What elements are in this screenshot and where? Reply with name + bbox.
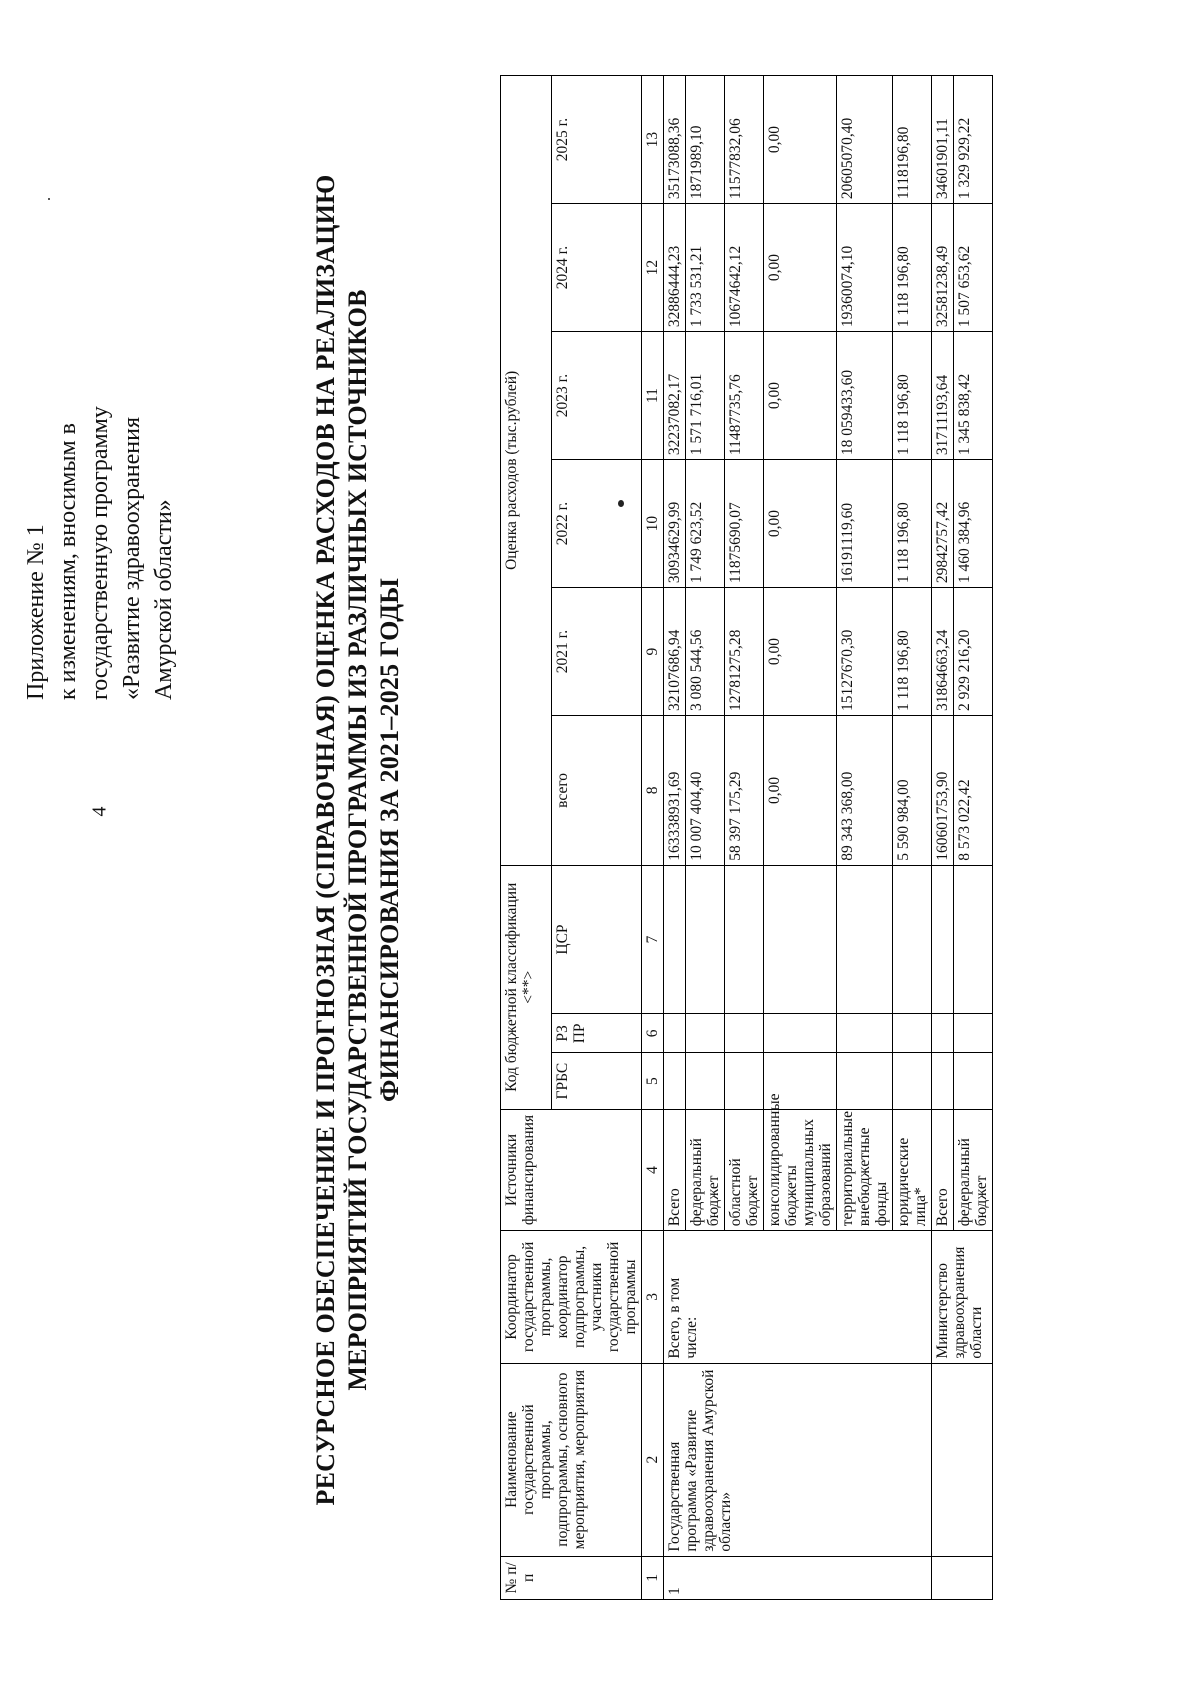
value-2024: 32581238,49 bbox=[932, 204, 954, 332]
column-number: 8 bbox=[642, 716, 664, 866]
value-2022: 1 118 196,80 bbox=[893, 460, 932, 588]
grbs-cell bbox=[686, 1053, 725, 1109]
value-2021: 12781275,28 bbox=[725, 588, 764, 716]
value-2022: 1 749 623,52 bbox=[686, 460, 725, 588]
grbs-cell bbox=[664, 1053, 686, 1109]
page-number: 4 bbox=[88, 806, 111, 817]
rzpr-cell bbox=[837, 1014, 893, 1053]
header-2025: 2025 г. bbox=[552, 76, 642, 204]
resources-table bbox=[500, 75, 993, 1600]
value-2021: 2 929 216,20 bbox=[954, 588, 993, 716]
value-total: 0,00 bbox=[764, 716, 837, 866]
program-name bbox=[932, 1363, 993, 1556]
value-2022: 29842757,42 bbox=[932, 460, 954, 588]
appendix-line: государственную программу bbox=[87, 406, 113, 700]
value-2023: 18 059433,60 bbox=[837, 332, 893, 460]
grbs-cell bbox=[837, 1053, 893, 1109]
value-total: 160601753,90 bbox=[932, 716, 954, 866]
value-2024: 32886444,23 bbox=[664, 204, 686, 332]
appendix-line: к изменениям, вносимым в bbox=[55, 423, 81, 700]
value-2021: 31864663,24 bbox=[932, 588, 954, 716]
header-2024: 2024 г. bbox=[552, 204, 642, 332]
csr-cell bbox=[725, 865, 764, 1014]
appendix-line: «Развитие здравоохранения bbox=[119, 417, 145, 700]
table-row bbox=[664, 76, 686, 1600]
grbs-cell bbox=[932, 1053, 954, 1109]
value-total: 10 007 404,40 bbox=[686, 716, 725, 866]
appendix-note bbox=[20, 180, 180, 700]
grbs-cell bbox=[893, 1053, 932, 1109]
value-2025: 34601901,11 bbox=[932, 76, 954, 204]
rotated-page-content bbox=[0, 60, 1050, 1620]
row-number: 1 bbox=[664, 1556, 932, 1599]
value-2025: 1118196,80 bbox=[893, 76, 932, 204]
value-2023: 1 118 196,80 bbox=[893, 332, 932, 460]
funding-source: областной бюджет bbox=[725, 1109, 764, 1230]
value-total: 58 397 175,29 bbox=[725, 716, 764, 866]
value-2025: 1871989,10 bbox=[686, 76, 725, 204]
column-number: 2 bbox=[642, 1363, 664, 1556]
ministry-coordinator: Министерство здравоохранения области bbox=[932, 1231, 993, 1363]
rzpr-cell bbox=[686, 1014, 725, 1053]
csr-cell bbox=[837, 865, 893, 1014]
csr-cell bbox=[764, 865, 837, 1014]
value-2023: 1 571 716,01 bbox=[686, 332, 725, 460]
value-2024: 19360074,10 bbox=[837, 204, 893, 332]
rzpr-cell bbox=[664, 1014, 686, 1053]
rzpr-cell bbox=[725, 1014, 764, 1053]
value-2023: 31711193,64 bbox=[932, 332, 954, 460]
header-2022: 2022 г. bbox=[552, 460, 642, 588]
grbs-cell bbox=[954, 1053, 993, 1109]
column-number: 12 bbox=[642, 204, 664, 332]
header-2021: 2021 г. bbox=[552, 588, 642, 716]
value-2021: 1 118 196,80 bbox=[893, 588, 932, 716]
row-number bbox=[932, 1556, 993, 1599]
value-2024: 1 507 653,62 bbox=[954, 204, 993, 332]
funding-source: юридические лица* bbox=[893, 1109, 932, 1230]
header-source: Источники финансирования bbox=[501, 1109, 642, 1230]
rzpr-cell bbox=[893, 1014, 932, 1053]
value-2022: 11875690,07 bbox=[725, 460, 764, 588]
program-name: Государственная программа «Развитие здравоохранения Амурской области» bbox=[664, 1363, 932, 1556]
value-total: 5 590 984,00 bbox=[893, 716, 932, 866]
column-number: 1 bbox=[642, 1556, 664, 1599]
appendix-line: Приложение № 1 bbox=[23, 524, 49, 700]
value-2025: 20605070,40 bbox=[837, 76, 893, 204]
column-number: 3 bbox=[642, 1231, 664, 1363]
value-2023: 11487735,76 bbox=[725, 332, 764, 460]
value-2025: 11577832,06 bbox=[725, 76, 764, 204]
value-2023: 0,00 bbox=[764, 332, 837, 460]
value-2022: 30934629,99 bbox=[664, 460, 686, 588]
header-grbs: ГРБС bbox=[552, 1053, 642, 1109]
title-line: РЕСУРСНОЕ ОБЕСПЕЧЕНИЕ И ПРОГНОЗНАЯ (СПРАВОЧНАЯ) ОЦЕНКА РАСХОДОВ НА РЕАЛИЗАЦИЮ bbox=[311, 174, 340, 1506]
header-name: Наименование государственной программы, подпрограммы, основного мероприятия, мероприятия bbox=[501, 1363, 642, 1556]
funding-source: консолидированные бюджеты муниципальных образований bbox=[764, 1109, 837, 1230]
title-line: МЕРОПРИЯТИЙ ГОСУДАРСТВЕННОЙ ПРОГРАММЫ ИЗ РАЗЛИЧНЫХ ИСТОЧНИКОВ bbox=[343, 289, 372, 1391]
title-line: ФИНАНСИРОВАНИЯ ЗА 2021–2025 ГОДЫ bbox=[375, 577, 404, 1103]
csr-cell bbox=[932, 865, 954, 1014]
value-2021: 32107686,94 bbox=[664, 588, 686, 716]
rzpr-cell bbox=[764, 1014, 837, 1053]
value-2024: 0,00 bbox=[764, 204, 837, 332]
value-2022: 16191119,60 bbox=[837, 460, 893, 588]
rzpr-cell bbox=[954, 1014, 993, 1053]
value-2024: 10674642,12 bbox=[725, 204, 764, 332]
funding-source: Всего bbox=[932, 1109, 954, 1230]
header-csr: ЦСР bbox=[552, 865, 642, 1014]
funding-source: федеральный бюджет bbox=[686, 1109, 725, 1230]
funding-source: федеральный бюджет bbox=[954, 1109, 993, 1230]
value-total: 89 343 368,00 bbox=[837, 716, 893, 866]
column-number: 6 bbox=[642, 1014, 664, 1053]
column-number: 4 bbox=[642, 1109, 664, 1230]
csr-cell bbox=[686, 865, 725, 1014]
value-2021: 15127670,30 bbox=[837, 588, 893, 716]
document-title bbox=[310, 60, 406, 1620]
value-2025: 1 329 929,22 bbox=[954, 76, 993, 204]
header-estimate-group: Оценка расходов (тыс.рублей) bbox=[501, 76, 552, 866]
header-num: № п/п bbox=[501, 1556, 642, 1599]
csr-cell bbox=[664, 865, 686, 1014]
value-2024: 1 118 196,80 bbox=[893, 204, 932, 332]
grbs-cell bbox=[725, 1053, 764, 1109]
header-coordinator: Координатор государственной программы, координатор подпрограммы, участники государственной программы bbox=[501, 1231, 642, 1363]
column-number: 10 bbox=[642, 460, 664, 588]
value-2021: 3 080 544,56 bbox=[686, 588, 725, 716]
header-rzpr: РЗ ПР bbox=[552, 1014, 642, 1053]
value-total: 8 573 022,42 bbox=[954, 716, 993, 866]
program-coordinator: Всего, в том числе: bbox=[664, 1231, 932, 1363]
value-2025: 0,00 bbox=[764, 76, 837, 204]
value-total: 163338931,69 bbox=[664, 716, 686, 866]
funding-source: территориальные внебюджетные фонды bbox=[837, 1109, 893, 1230]
value-2024: 1 733 531,21 bbox=[686, 204, 725, 332]
rzpr-cell bbox=[932, 1014, 954, 1053]
column-number: 13 bbox=[642, 76, 664, 204]
column-number: 11 bbox=[642, 332, 664, 460]
header-total: всего bbox=[552, 716, 642, 866]
value-2022: 1 460 384,96 bbox=[954, 460, 993, 588]
column-number: 5 bbox=[642, 1053, 664, 1109]
value-2025: 35173088,36 bbox=[664, 76, 686, 204]
value-2022: 0,00 bbox=[764, 460, 837, 588]
value-2023: 32237082,17 bbox=[664, 332, 686, 460]
column-number: 7 bbox=[642, 865, 664, 1014]
csr-cell bbox=[893, 865, 932, 1014]
appendix-line: Амурской области» bbox=[151, 499, 177, 700]
csr-cell bbox=[954, 865, 993, 1014]
value-2023: 1 345 838,42 bbox=[954, 332, 993, 460]
header-code-group: Код бюджетной классификации <**> bbox=[501, 865, 552, 1109]
column-number: 9 bbox=[642, 588, 664, 716]
header-2023: 2023 г. bbox=[552, 332, 642, 460]
funding-source: Всего bbox=[664, 1109, 686, 1230]
table-row bbox=[932, 76, 954, 1600]
value-2021: 0,00 bbox=[764, 588, 837, 716]
